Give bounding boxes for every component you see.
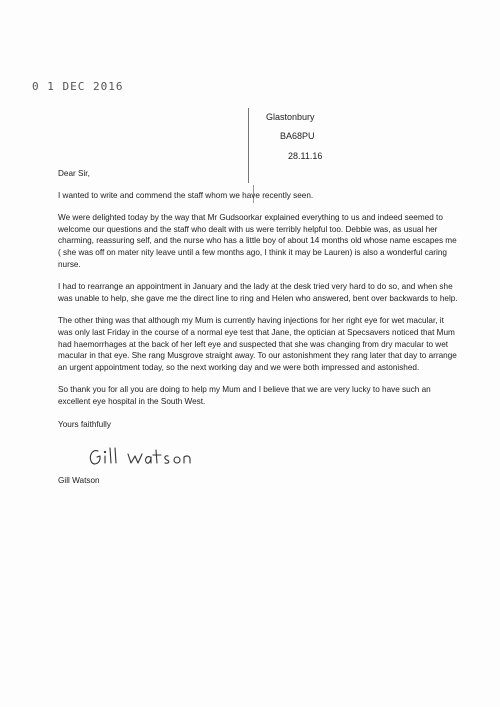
paragraph-4: The other thing was that although my Mum is currently having injections for her right eye for wet macular, it was only last Friday in the course of a normal eye test that Jane, the optician at Specsavers noticed that Mum had haemorrhages at the back of her left eye and suspected that she was changing from dry macular to wet macular in that eye. She rang Musgrove straight away. To our astonishment they rang later that day to arrange an urgent appointment today, so the next working day and we were both impressed and astonished. — [58, 316, 457, 372]
address-postcode: BA68PU — [280, 131, 315, 141]
letter-date: 28.11.16 — [288, 151, 323, 161]
received-date-stamp: 0 1 DEC 2016 — [32, 80, 124, 93]
handwritten-signature — [88, 442, 248, 472]
letter-body — [58, 168, 458, 441]
paragraph-2: We were delighted today by the way that Mr Gudsoorkar explained everything to us and indeed seemed to welcome our questions and the staff who dealt with us were terribly helpful too. Debbie was, as usual her charming, reassuring self, and the nurse who has a little boy of about 14 months old whose name escapes me ( she was off on mater nity leave until a few months ago, I think it may be Lauren) is also a wonderful caring nurse. — [58, 213, 457, 269]
salutation: Dear Sir, — [58, 169, 90, 178]
paragraph-5: So thank you for all you are doing to help my Mum and I believe that we are very lucky to have such an excellent eye hospital in the South West. — [58, 385, 431, 406]
sender-address — [266, 110, 322, 163]
signature-name: Gill Watson — [58, 476, 100, 485]
paragraph-1: I wanted to write and commend the staff whom we have recently seen. — [58, 190, 314, 200]
address-town: Glastonbury — [266, 112, 315, 122]
paragraph-3: I had to rearrange an appointment in January and the lady at the desk tried very hard to do so, and when she was unable to help, she gave me the direct line to ring and Helen who answered, bent over backwards to help. — [58, 282, 458, 303]
closing: Yours faithfully — [58, 419, 111, 429]
